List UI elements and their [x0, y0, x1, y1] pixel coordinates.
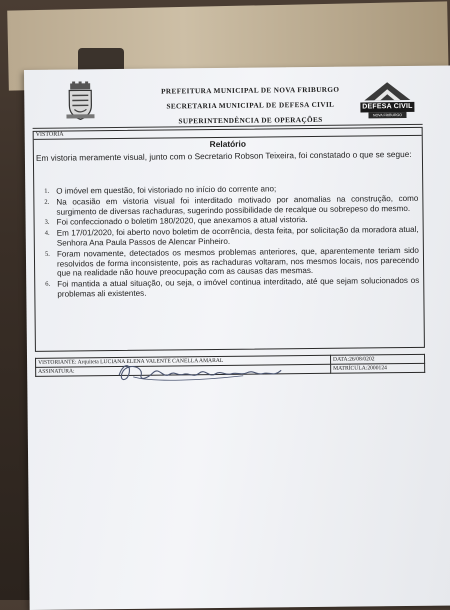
matricula-cell — [331, 363, 425, 373]
list-item — [44, 194, 418, 218]
vistoriante-label: VISTORIANTE: — [38, 359, 77, 366]
item-number: 5. — [44, 250, 50, 258]
item-text: Foi confeccionado o boletim 180/2020, que anexamos a atual vistoria. — [56, 215, 308, 228]
data-value: 26/08/0202 — [349, 356, 375, 363]
vistoriante-value: Arquiteta LUCIANA ELENA VALENTE CANELLA AMARAL — [77, 357, 224, 366]
city-coat-of-arms-icon — [64, 81, 96, 121]
assinatura-label: ASSINATURA: — [38, 368, 75, 375]
item-number: 1. — [44, 187, 50, 195]
intro-paragraph: Em vistoria meramente visual, junto com o Secretario Robson Teixeira, foi constatado o que se segue: — [35, 148, 412, 163]
list-item — [45, 225, 419, 249]
item-number: 6. — [45, 280, 51, 288]
handwritten-signature — [113, 355, 293, 387]
matricula-label: MATRÍCULA: — [333, 365, 368, 372]
item-text: Foram novamente, detectados os mesmos problemas anteriores, que, aparentemente teriam sido resolvidos de forma inconsistente, pois as rachaduras voltaram, nos mesmos locais, nos parecendo que na realidade não houve preocupação com as causas das mesmas. — [56, 245, 420, 279]
report-title: Relatório — [34, 135, 422, 151]
defesa-civil-city: NOVA FRIBURGO — [368, 112, 406, 118]
data-label: DATA: — [333, 356, 350, 363]
list-item — [45, 276, 419, 300]
item-number: 4. — [44, 229, 50, 237]
header-line-prefeitura: PREFEITURA MUNICIPAL DE NOVA FRIBURGO — [161, 85, 340, 96]
item-text: Em 17/01/2020, foi aberto novo boletim de ocorrência, desta feita, por solicitação da moradora atual, Senhora Ana Paula Passos de Alencar Pinheiro. — [56, 225, 419, 248]
item-text: Foi mantida a atual situação, ou seja, o imóvel continua interditado, até que sejam solucionados os problemas ali existentes. — [57, 276, 420, 299]
item-number: 2. — [44, 198, 50, 206]
report-frame — [33, 127, 425, 352]
item-number: 3. — [44, 219, 50, 227]
matricula-value: 2000124 — [367, 365, 387, 372]
document-page — [24, 66, 450, 610]
item-text: Na ocasião em vistoria visual foi interditado motivado por anomalias na construção, como surgimento de diversas rachaduras, sugerindo possibilidade de recalque ou sobrepeso do mesmo. — [56, 193, 419, 217]
defesa-civil-name: DEFESA CIVIL — [360, 102, 414, 113]
defesa-civil-logo — [360, 80, 414, 123]
header-line-secretaria: SECRETARIA MUNICIPAL DE DEFESA CIVIL — [166, 100, 335, 111]
header-line-superintendencia: SUPERINTENDÊNCIA DE OPERAÇÕES — [178, 115, 323, 126]
section-label: VISTORIA — [35, 131, 64, 138]
defesa-civil-shield-icon — [360, 80, 414, 105]
list-item — [45, 246, 419, 279]
findings-list — [44, 183, 419, 301]
header-titles — [120, 82, 380, 130]
item-text: O imóvel em questão, foi vistoriado no início do corrente ano; — [56, 184, 277, 196]
